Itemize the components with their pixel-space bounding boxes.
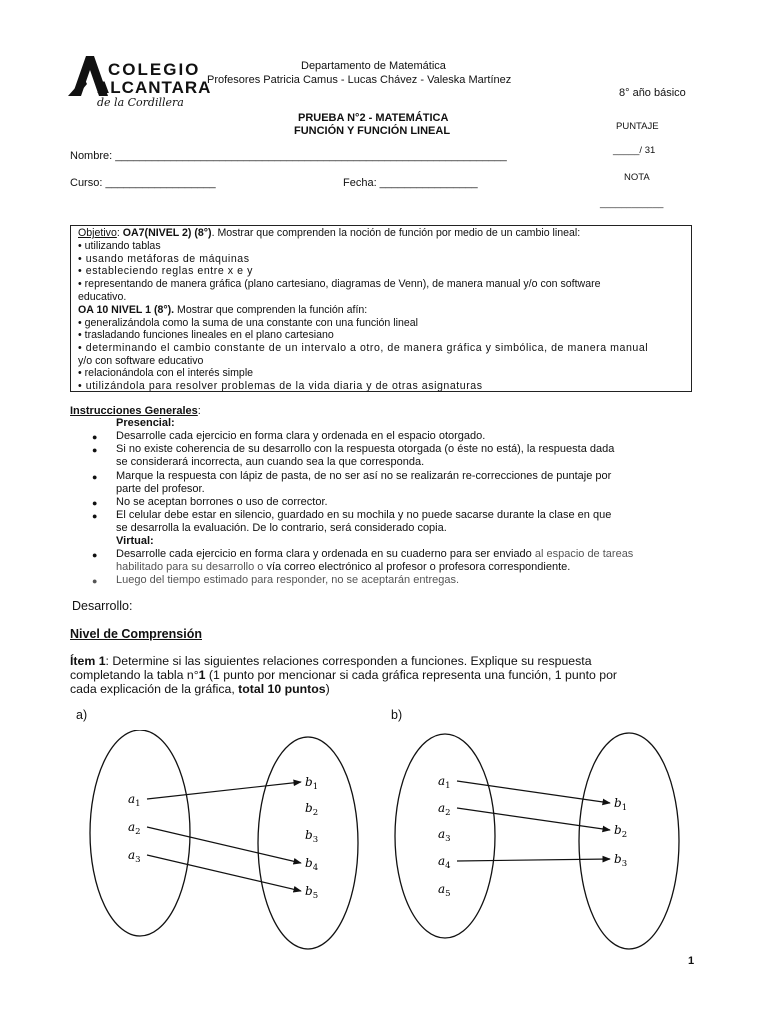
diagram-b-element-a3: $a_3$ <box>438 827 451 844</box>
instruction-line: Marque la respuesta con lápiz de pasta, de no ser así no se realizarán re-correcciones de puntaje por <box>116 470 612 482</box>
test-title: PRUEBA N°2 - MATEMÁTICA <box>298 112 449 124</box>
instructions-heading: Instrucciones Generales <box>70 405 198 417</box>
logo-text-colegio: COLEGIO <box>108 60 201 79</box>
diagram-b-element-b2: $b_2$ <box>614 823 628 840</box>
item-1-line <box>70 668 617 683</box>
oa7-text: . Mostrar que comprenden la noción de función por medio de un cambio lineal: <box>211 227 581 239</box>
instruction-line: No se aceptan borrones o uso de corrector. <box>116 496 328 508</box>
instruction-line: El celular debe estar en silencio, guardado en su mochila y no puede sacarse durante la clase en que <box>116 509 612 521</box>
score-value: _____/ 31 <box>613 145 656 156</box>
item-1-line <box>70 654 592 669</box>
oa7-bullet: • utilizando tablas <box>78 240 161 252</box>
diagram-a-arrow-a2-b4 <box>147 827 301 863</box>
presencial-label: Presencial: <box>116 417 175 429</box>
item-text: ) <box>325 682 330 696</box>
item-1-line <box>70 682 330 697</box>
instruction-line: Desarrolle cada ejercicio en forma clara y ordenada en el espacio otorgado. <box>116 430 486 442</box>
bullet-icon: ● <box>92 432 98 442</box>
logo-text-cordillera: de la Cordillera <box>97 96 184 109</box>
teachers-list: Profesores Patricia Camus - Lucas Chávez - Valeska Martínez <box>207 74 512 86</box>
bullet-icon: ● <box>92 498 98 508</box>
instruction-line <box>116 561 570 574</box>
oa7-code: OA7(NIVEL 2) (8°) <box>122 227 212 239</box>
oa7-bullet: • estableciendo reglas entre x e y <box>78 265 253 277</box>
item-text: cada explicación de la gráfica, <box>70 682 239 696</box>
grade-label: NOTA <box>624 172 650 183</box>
instruction-line: se desarrolla la evaluación. De lo contrario, será considerado copia. <box>116 522 447 534</box>
page-number: 1 <box>688 955 695 967</box>
oa10-bullet: y/o con software educativo <box>78 355 204 367</box>
oa10-bullet: • trasladando funciones lineales en el plano cartesiano <box>78 329 334 341</box>
level-heading: Nivel de Comprensión <box>70 627 202 641</box>
diagram-a-label: a) <box>76 708 88 722</box>
score-label: PUNTAJE <box>616 121 659 132</box>
diagram-b-arrow-a4-b3 <box>457 859 610 861</box>
virtual-text: habilitado para su desarrollo o <box>116 561 267 573</box>
oa7-bullet: • usando metáforas de máquinas <box>78 253 250 265</box>
item-text-bold: 1 <box>198 668 206 682</box>
diagram-b-arrow-a2-b2 <box>457 808 610 830</box>
objective-oa7-line <box>78 227 580 240</box>
oa10-bullet: • generalizándola como la suma de una constante con una función lineal <box>78 317 418 329</box>
diagram-a-element-b4: $b_4$ <box>305 856 319 873</box>
oa10-bullet: • relacionándola con el interés simple <box>78 367 254 379</box>
instructions-colon: : <box>197 405 201 417</box>
objective-oa10-line <box>78 304 367 317</box>
diagram-a-element-b5: $b_5$ <box>305 884 319 901</box>
test-subtitle: FUNCIÓN Y FUNCIÓN LINEAL <box>294 125 451 137</box>
diagram-b-element-a1: $a_1$ <box>438 774 451 791</box>
instruction-line <box>116 548 633 561</box>
bullet-icon: ● <box>92 445 98 455</box>
diagram-b-element-a5: $a_5$ <box>438 882 451 899</box>
diagram-a-element-a1: $a_1$ <box>128 792 141 809</box>
oa7-bullet: • representando de manera gráfica (plano cartesiano, diagramas de Venn), de manera manual y/o con software <box>78 278 601 290</box>
instruction-line: Si no existe coherencia de su desarrollo con la respuesta otorgada (o éste no está), la respuesta dada <box>116 443 615 455</box>
diagram-b-arrow-a1-b1 <box>457 781 610 803</box>
oa10-bullet: • determinando el cambio constante de un intervalo a otro, de manera gráfica y simbólica, de manera manual <box>78 342 649 354</box>
department-name: Departamento de Matemática <box>301 60 446 72</box>
date-field[interactable]: Fecha: ________________ <box>343 177 478 189</box>
item-points: total 10 puntos <box>238 682 326 696</box>
diagram-a-codomain-set <box>258 737 358 949</box>
logo-text-alcantara: ALCANTARA <box>97 78 212 97</box>
grade-level: 8° año básico <box>619 87 686 99</box>
objective-separator: : <box>116 227 123 239</box>
virtual-text: Desarrolle cada ejercicio en forma clara y ordenada en su cuaderno para ser enviado <box>116 548 532 560</box>
bullet-icon: ● <box>92 511 98 521</box>
diagram-b-element-a2: $a_2$ <box>438 801 451 818</box>
diagram-b-element-b1: $b_1$ <box>614 796 628 813</box>
instruction-line: Luego del tiempo estimado para responder, no se aceptarán entregas. <box>116 574 460 586</box>
development-label: Desarrollo: <box>72 599 133 613</box>
virtual-text: al espacio de tareas <box>531 548 634 560</box>
grade-blank: ____________ <box>600 198 664 209</box>
diagram-b-codomain-set <box>579 733 679 949</box>
objective-label: Objetivo <box>78 227 117 239</box>
virtual-text: vía correo electrónico al profesor o profesora correspondiente. <box>266 561 571 573</box>
oa10-text: Mostrar que comprenden la función afín: <box>174 304 368 316</box>
diagram-a-arrow-a1-b1 <box>147 782 301 799</box>
diagram-a-element-b1: $b_1$ <box>305 775 319 792</box>
item-text: (1 punto por mencionar si cada gráfica representa una función, 1 punto por <box>205 668 618 682</box>
virtual-label: Virtual: <box>116 535 154 547</box>
bullet-icon: ● <box>92 550 98 560</box>
instruction-line: parte del profesor. <box>116 483 205 495</box>
diagram-b-label: b) <box>391 708 403 722</box>
diagram-b-element-a4: $a_4$ <box>438 854 451 871</box>
diagram-a-element-a3: $a_3$ <box>128 848 141 865</box>
diagram-a-element-b2: $b_2$ <box>305 801 319 818</box>
item-label: Ítem 1 <box>70 654 106 668</box>
oa10-code: OA 10 NIVEL 1 (8°). <box>78 304 175 316</box>
bullet-icon: ● <box>92 472 98 482</box>
item-text: : Determine si las siguientes relaciones corresponden a funciones. Explique su respuesta <box>105 654 592 668</box>
bullet-icon: ● <box>92 576 98 586</box>
instruction-line: se considerará incorrecta, aun cuando sea la que corresponda. <box>116 456 425 468</box>
diagram-b-element-b3: $b_3$ <box>614 852 628 869</box>
diagram-a-element-a2: $a_2$ <box>128 820 141 837</box>
venn-diagrams <box>0 730 768 960</box>
item-text: completando la tabla n° <box>70 668 199 682</box>
oa7-bullet: educativo. <box>78 291 127 303</box>
diagram-a-arrow-a3-b5 <box>147 855 301 891</box>
course-field[interactable]: Curso: __________________ <box>70 177 216 189</box>
diagram-a-element-b3: $b_3$ <box>305 828 319 845</box>
oa10-bullet: • utilizándola para resolver problemas de la vida diaria y de otras asignaturas <box>78 380 483 392</box>
name-field[interactable]: Nombre: ________________________________________________________________ <box>70 150 507 162</box>
